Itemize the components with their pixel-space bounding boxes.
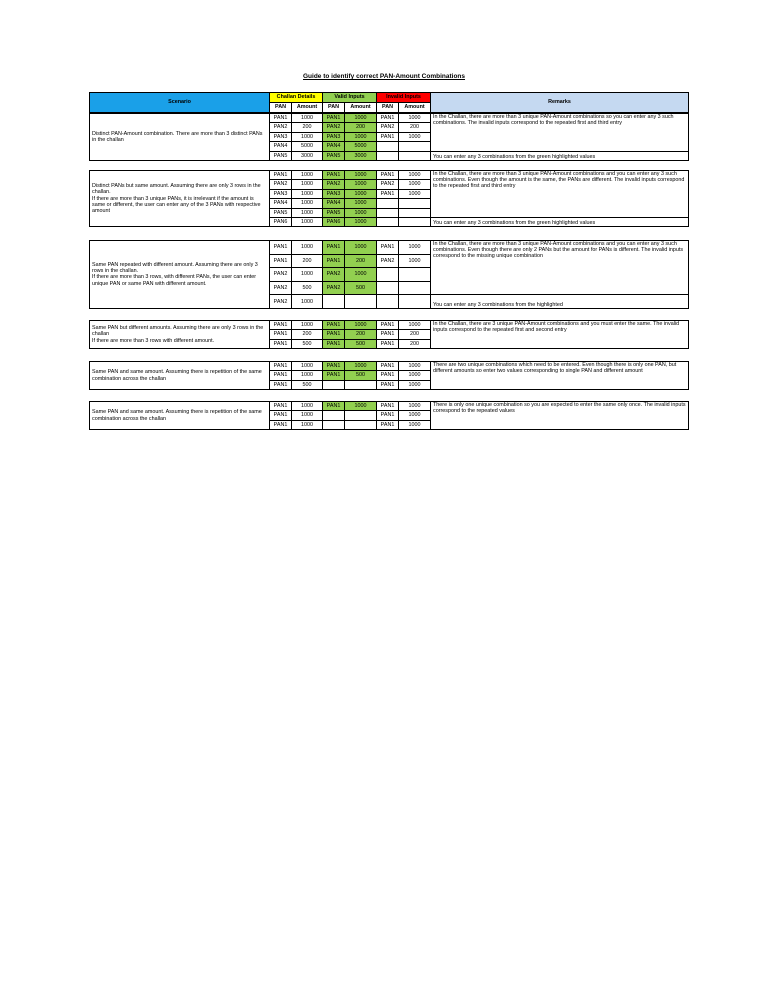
challan-amount-cell: 1000 — [292, 241, 323, 255]
challan-pan-cell: PAN2 — [270, 281, 292, 295]
challan-pan-cell: PAN1 — [270, 380, 292, 389]
challan-amount-cell: 1000 — [292, 199, 323, 208]
invalid-pan-cell — [377, 199, 399, 208]
invalid-amount-cell — [399, 208, 431, 217]
valid-pan-cell: PAN3 — [323, 189, 345, 198]
valid-pan-cell: PAN1 — [323, 339, 345, 348]
invalid-amount-header: Amount — [399, 103, 431, 113]
invalid-amount-cell: 1000 — [399, 402, 431, 411]
invalid-pan-cell: PAN2 — [377, 123, 399, 132]
challan-amount-cell: 200 — [292, 330, 323, 339]
challan-pan-cell: PAN1 — [270, 330, 292, 339]
challan-amount-cell: 1000 — [292, 402, 323, 411]
invalid-amount-cell: 200 — [399, 123, 431, 132]
scenario-line: Distinct PANs but same amount. Assuming there are only 3 rows in the challan. — [92, 183, 261, 196]
invalid-amount-cell: 1000 — [399, 380, 431, 389]
challan-amount-header: Amount — [292, 103, 323, 113]
challan-pan-header: PAN — [270, 103, 292, 113]
invalid-amount-cell: 1000 — [399, 241, 431, 255]
valid-pan-cell: PAN1 — [323, 371, 345, 380]
remarks-line: In the Challan, there are more than 3 unique PAN-Amount combinations and you can enter any 3 such combinations. Even though the amount is the same, the PANs are different. The invalid inputs correspond to the repeated first and third entry — [433, 171, 685, 190]
valid-amount-header: Amount — [345, 103, 377, 113]
invalid-amount-cell — [399, 199, 431, 208]
valid-amount-cell: 200 — [345, 330, 377, 339]
valid-inputs-header: Valid Inputs — [323, 93, 377, 103]
challan-pan-cell: PAN1 — [270, 114, 292, 123]
valid-pan-cell: PAN2 — [323, 180, 345, 189]
challan-pan-cell: PAN1 — [270, 339, 292, 348]
remarks-note: You can enter any 3 combinations from the green highlighted values — [431, 217, 689, 226]
invalid-amount-cell: 1000 — [399, 321, 431, 330]
invalid-amount-cell: 1000 — [399, 114, 431, 123]
scenario-text — [90, 402, 270, 430]
challan-pan-cell: PAN1 — [270, 371, 292, 380]
invalid-pan-cell — [377, 208, 399, 217]
challan-amount-cell: 3000 — [292, 151, 323, 160]
challan-pan-cell: PAN6 — [270, 217, 292, 226]
challan-pan-cell: PAN5 — [270, 208, 292, 217]
invalid-pan-cell: PAN1 — [377, 420, 399, 429]
invalid-pan-cell: PAN1 — [377, 371, 399, 380]
challan-amount-cell: 1000 — [292, 420, 323, 429]
challan-pan-cell: PAN4 — [270, 142, 292, 151]
invalid-amount-cell: 1000 — [399, 180, 431, 189]
valid-amount-cell: 1000 — [345, 180, 377, 189]
valid-pan-cell: PAN1 — [323, 402, 345, 411]
scenario-header: Scenario — [90, 93, 270, 113]
table-row — [90, 114, 689, 123]
challan-amount-cell: 1000 — [292, 268, 323, 282]
challan-pan-cell: PAN2 — [270, 180, 292, 189]
table-row — [90, 241, 689, 255]
table-row — [90, 321, 689, 330]
challan-amount-cell: 1000 — [292, 362, 323, 371]
remarks-note: You can enter any 3 combinations from the green highlighted values — [431, 151, 689, 160]
scenario-block-2 — [89, 170, 689, 227]
valid-pan-cell: PAN2 — [323, 123, 345, 132]
challan-pan-cell: PAN1 — [270, 241, 292, 255]
valid-amount-cell: 1000 — [345, 268, 377, 282]
valid-amount-cell: 1000 — [345, 402, 377, 411]
valid-pan-cell — [323, 420, 345, 429]
valid-pan-cell: PAN5 — [323, 151, 345, 160]
valid-pan-cell: PAN1 — [323, 171, 345, 180]
challan-amount-cell: 5000 — [292, 142, 323, 151]
challan-pan-cell: PAN1 — [270, 420, 292, 429]
valid-amount-cell: 1000 — [345, 132, 377, 141]
invalid-pan-cell — [377, 268, 399, 282]
invalid-pan-cell: PAN1 — [377, 321, 399, 330]
valid-amount-cell — [345, 295, 377, 309]
remarks-line: In the Challan, there are more than 3 unique PAN-Amount combinations and you can enter any 3 such combinations. Even though there are only 2 PANs but the amount for PANs is different. The invalid inputs correspond to the missing unique combination — [433, 241, 684, 260]
invalid-pan-cell: PAN2 — [377, 254, 399, 268]
valid-amount-cell: 1000 — [345, 171, 377, 180]
invalid-amount-cell: 1000 — [399, 420, 431, 429]
valid-amount-cell: 1000 — [345, 189, 377, 198]
valid-pan-cell: PAN1 — [323, 114, 345, 123]
valid-amount-cell: 200 — [345, 123, 377, 132]
challan-pan-cell: PAN3 — [270, 189, 292, 198]
remarks-text — [431, 402, 689, 430]
challan-pan-cell: PAN2 — [270, 123, 292, 132]
valid-amount-cell — [345, 411, 377, 420]
scenario-text — [90, 114, 270, 161]
scenario-text — [90, 362, 270, 390]
invalid-amount-cell — [399, 281, 431, 295]
challan-pan-cell: PAN4 — [270, 199, 292, 208]
table-row — [90, 362, 689, 371]
invalid-pan-cell — [377, 151, 399, 160]
valid-amount-cell: 500 — [345, 371, 377, 380]
invalid-amount-cell: 1000 — [399, 371, 431, 380]
valid-pan-cell: PAN1 — [323, 241, 345, 255]
invalid-pan-cell — [377, 142, 399, 151]
challan-amount-cell: 1000 — [292, 171, 323, 180]
challan-amount-cell: 1000 — [292, 132, 323, 141]
invalid-pan-cell: PAN1 — [377, 114, 399, 123]
challan-amount-cell: 200 — [292, 254, 323, 268]
challan-pan-cell: PAN1 — [270, 402, 292, 411]
valid-amount-cell: 1000 — [345, 208, 377, 217]
remarks-text — [431, 362, 689, 390]
scenario-line: Same PAN and same amount. Assuming there is repetition of the same combination across the challan — [92, 369, 262, 382]
valid-amount-cell: 1000 — [345, 199, 377, 208]
valid-pan-cell: PAN4 — [323, 142, 345, 151]
challan-amount-cell: 200 — [292, 123, 323, 132]
challan-amount-cell: 1000 — [292, 180, 323, 189]
valid-amount-cell: 1000 — [345, 217, 377, 226]
invalid-pan-cell: PAN1 — [377, 380, 399, 389]
scenario-text — [90, 241, 270, 309]
valid-pan-cell: PAN1 — [323, 321, 345, 330]
remarks-line: There are two unique combinations which need to be entered. Even though there is only one PAN, but different amounts so enter two values corresponding to single PAN and different amount — [433, 362, 677, 375]
invalid-pan-cell: PAN2 — [377, 180, 399, 189]
remarks-text — [431, 321, 689, 349]
invalid-amount-cell: 200 — [399, 330, 431, 339]
invalid-pan-header: PAN — [377, 103, 399, 113]
invalid-amount-cell: 200 — [399, 339, 431, 348]
challan-pan-cell: PAN1 — [270, 171, 292, 180]
invalid-amount-cell: 1000 — [399, 362, 431, 371]
invalid-pan-cell — [377, 295, 399, 309]
challan-pan-cell: PAN3 — [270, 132, 292, 141]
valid-amount-cell: 1000 — [345, 241, 377, 255]
remarks-text — [431, 241, 689, 295]
challan-amount-cell: 500 — [292, 281, 323, 295]
invalid-pan-cell: PAN1 — [377, 339, 399, 348]
valid-pan-cell: PAN2 — [323, 268, 345, 282]
invalid-pan-cell — [377, 217, 399, 226]
challan-pan-cell: PAN1 — [270, 321, 292, 330]
scenario-block-6 — [89, 401, 689, 430]
valid-amount-cell: 5000 — [345, 142, 377, 151]
invalid-pan-cell: PAN1 — [377, 241, 399, 255]
valid-pan-cell — [323, 380, 345, 389]
invalid-amount-cell — [399, 151, 431, 160]
valid-amount-cell: 200 — [345, 254, 377, 268]
invalid-amount-cell: 1000 — [399, 171, 431, 180]
challan-amount-cell: 1000 — [292, 189, 323, 198]
challan-amount-cell: 1000 — [292, 217, 323, 226]
invalid-pan-cell: PAN1 — [377, 402, 399, 411]
valid-amount-cell — [345, 420, 377, 429]
scenario-line: Same PAN and same amount. Assuming there is repetition of the same combination across the challan — [92, 409, 262, 422]
remarks-text — [431, 114, 689, 152]
header-table — [89, 92, 689, 113]
challan-details-header: Challan Details — [270, 93, 323, 103]
invalid-amount-cell — [399, 295, 431, 309]
valid-pan-cell: PAN2 — [323, 281, 345, 295]
scenario-line: Distinct PAN-Amount combination. There are more than 3 distinct PANs in the challan — [92, 130, 263, 143]
valid-pan-cell: PAN4 — [323, 199, 345, 208]
challan-pan-cell: PAN1 — [270, 254, 292, 268]
invalid-inputs-header: Invalid Inputs — [377, 93, 431, 103]
challan-pan-cell: PAN5 — [270, 151, 292, 160]
remarks-text — [431, 171, 689, 218]
challan-amount-cell: 500 — [292, 380, 323, 389]
valid-pan-cell: PAN1 — [323, 362, 345, 371]
scenario-line: If there are more than 3 rows with different amount. — [92, 337, 215, 344]
valid-amount-cell — [345, 380, 377, 389]
scenario-block-5 — [89, 361, 689, 390]
challan-amount-cell: 1000 — [292, 371, 323, 380]
invalid-pan-cell: PAN1 — [377, 189, 399, 198]
invalid-amount-cell — [399, 268, 431, 282]
scenario-line: Same PAN repeated with different amount. Assuming there are only 3 rows in the challan. — [92, 262, 258, 275]
challan-pan-cell: PAN2 — [270, 268, 292, 282]
invalid-pan-cell: PAN1 — [377, 362, 399, 371]
valid-pan-header: PAN — [323, 103, 345, 113]
valid-pan-cell: PAN1 — [323, 254, 345, 268]
valid-pan-cell: PAN3 — [323, 132, 345, 141]
remarks-line: In the Challan, there are more than 3 unique PAN-Amount combinations so you can enter any 3 such combinations. The invalid inputs correspond to the repeated first and third entry — [433, 114, 674, 127]
invalid-pan-cell: PAN1 — [377, 330, 399, 339]
challan-pan-cell: PAN1 — [270, 411, 292, 420]
remarks-note: You can enter any 3 combinations from the highlighted — [431, 295, 689, 309]
challan-amount-cell: 1000 — [292, 321, 323, 330]
invalid-amount-cell: 1000 — [399, 189, 431, 198]
invalid-pan-cell: PAN1 — [377, 411, 399, 420]
challan-pan-cell: PAN2 — [270, 295, 292, 309]
scenario-line: If there are more than 3 rows, with different PANs, the user can enter unique PAN or same PAN with different amount. — [92, 274, 256, 287]
valid-amount-cell: 1000 — [345, 362, 377, 371]
scenario-text — [90, 321, 270, 349]
invalid-amount-cell: 1000 — [399, 411, 431, 420]
page-title: Guide to identify correct PAN-Amount Combinations — [302, 73, 466, 80]
remarks-header: Remarks — [431, 93, 689, 113]
invalid-pan-cell: PAN1 — [377, 132, 399, 141]
invalid-pan-cell: PAN1 — [377, 171, 399, 180]
invalid-amount-cell: 1000 — [399, 132, 431, 141]
valid-amount-cell: 1000 — [345, 114, 377, 123]
valid-amount-cell: 500 — [345, 281, 377, 295]
valid-amount-cell: 1000 — [345, 321, 377, 330]
scenario-line: Same PAN but different amounts. Assuming there are only 3 rows in the challan — [92, 325, 264, 338]
challan-amount-cell: 1000 — [292, 208, 323, 217]
scenario-text — [90, 171, 270, 227]
invalid-amount-cell — [399, 217, 431, 226]
challan-amount-cell: 1000 — [292, 411, 323, 420]
scenario-block-4 — [89, 320, 689, 349]
valid-pan-cell: PAN5 — [323, 208, 345, 217]
scenario-line: If there are more than 3 unique PANs, it is irrelevant if the amount is same or different, the user can enter any of the 3 PANs with respective amount — [92, 195, 261, 214]
table-row — [90, 171, 689, 180]
valid-pan-cell: PAN6 — [323, 217, 345, 226]
challan-amount-cell: 1000 — [292, 295, 323, 309]
valid-pan-cell: PAN1 — [323, 330, 345, 339]
invalid-pan-cell — [377, 281, 399, 295]
valid-amount-cell: 500 — [345, 339, 377, 348]
challan-pan-cell: PAN1 — [270, 362, 292, 371]
valid-pan-cell — [323, 411, 345, 420]
invalid-amount-cell — [399, 142, 431, 151]
table-row — [90, 402, 689, 411]
challan-amount-cell: 1000 — [292, 114, 323, 123]
valid-amount-cell: 3000 — [345, 151, 377, 160]
valid-pan-cell — [323, 295, 345, 309]
remarks-line: In the Challan, there are 3 unique PAN-Amount combinations and you must enter the same. The invalid inputs correspond to the repeated first and second entry — [433, 321, 680, 334]
remarks-line: There is only one unique combination so you are expected to enter the same only once. The invalid inputs correspond to the repeated values — [433, 402, 686, 415]
challan-amount-cell: 500 — [292, 339, 323, 348]
scenario-block-3 — [89, 240, 689, 309]
scenario-block-1 — [89, 113, 689, 161]
invalid-amount-cell: 1000 — [399, 254, 431, 268]
